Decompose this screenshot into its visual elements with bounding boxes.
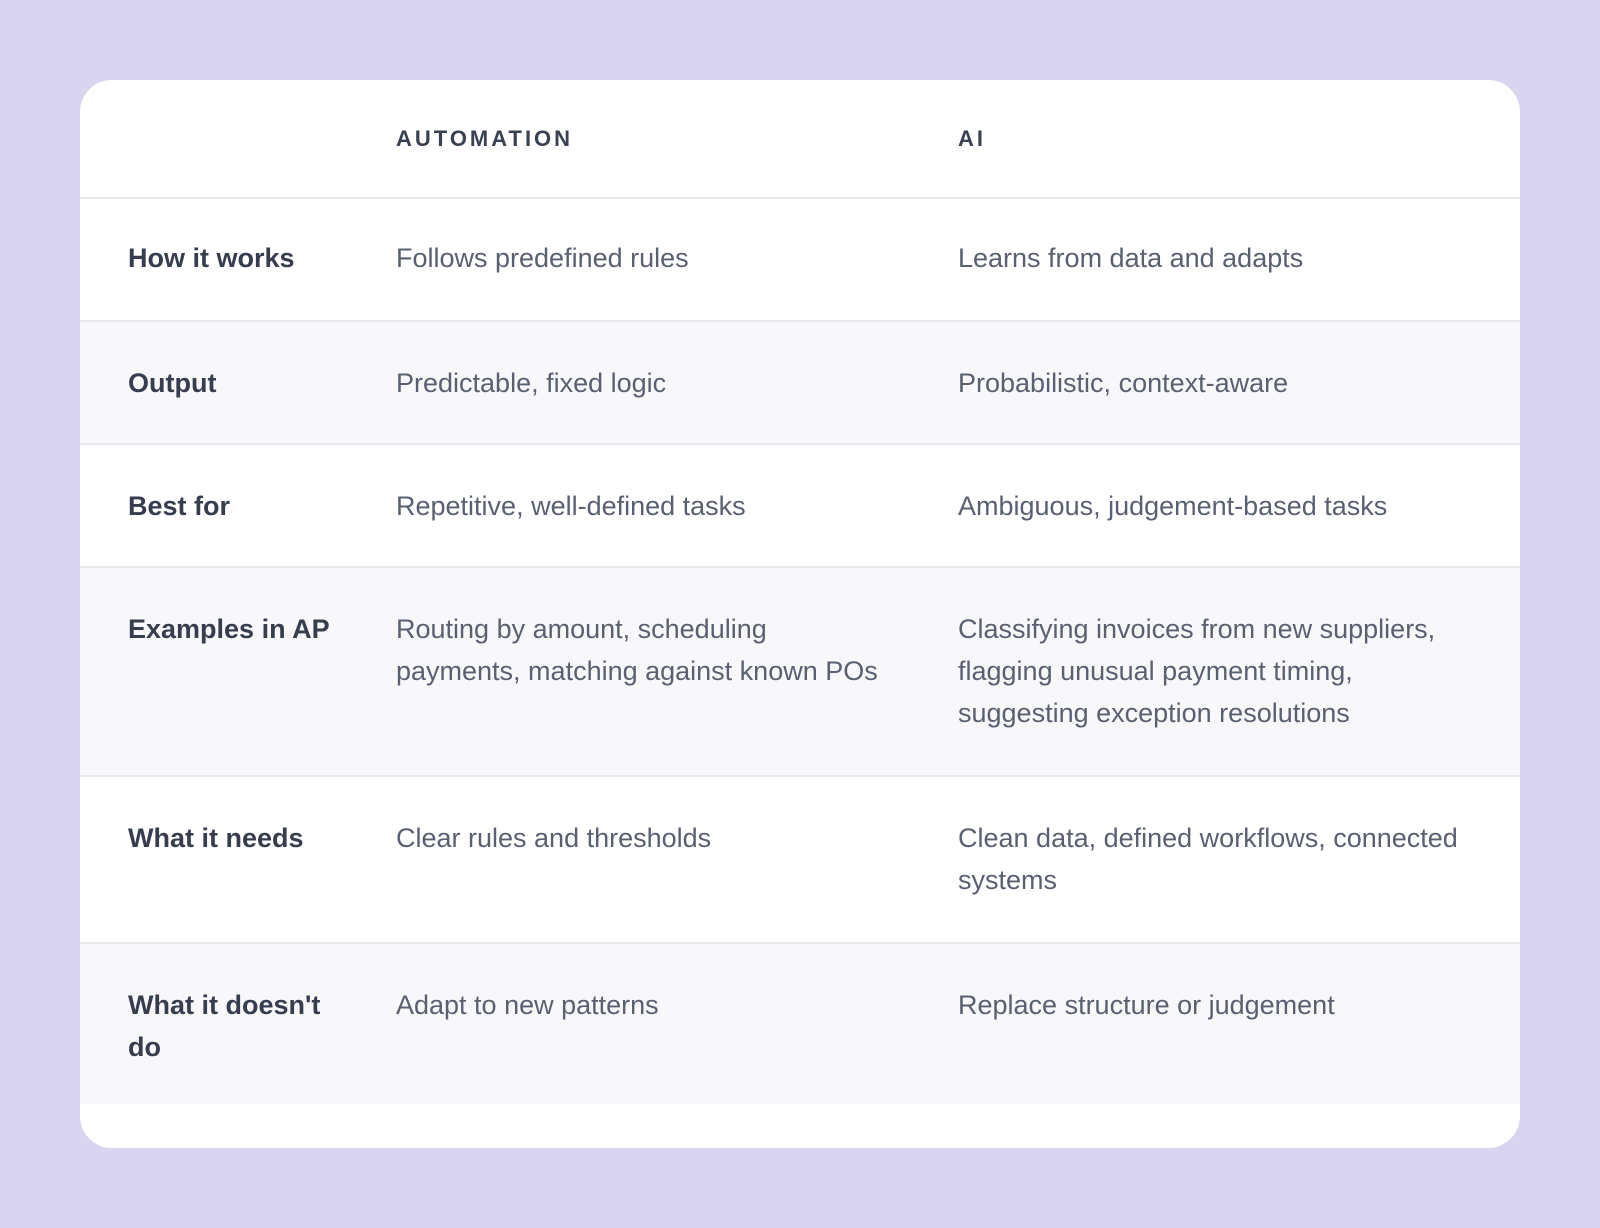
comparison-card: [80, 80, 1520, 1148]
table-row: [80, 943, 1520, 1104]
header-ai: AI: [958, 80, 1520, 198]
table-row: [80, 444, 1520, 567]
automation-cell: Repetitive, well-defined tasks: [396, 444, 958, 567]
automation-cell: Routing by amount, scheduling payments, matching against known POs: [396, 567, 958, 776]
ai-cell: Clean data, defined workflows, connected systems: [958, 776, 1520, 943]
header-automation: AUTOMATION: [396, 80, 958, 198]
row-label: What it doesn't do: [80, 943, 396, 1104]
table-row: [80, 776, 1520, 943]
automation-cell: Follows predefined rules: [396, 198, 958, 321]
ai-cell: Replace structure or judgement: [958, 943, 1520, 1104]
ai-cell: Probabilistic, context-aware: [958, 321, 1520, 444]
ai-cell: Ambiguous, judgement-based tasks: [958, 444, 1520, 567]
table-row: [80, 321, 1520, 444]
comparison-table: [80, 80, 1520, 1104]
automation-cell: Predictable, fixed logic: [396, 321, 958, 444]
row-label: Best for: [80, 444, 396, 567]
row-label: How it works: [80, 198, 396, 321]
table-header-row: [80, 80, 1520, 198]
automation-cell: Clear rules and thresholds: [396, 776, 958, 943]
ai-cell: Classifying invoices from new suppliers, flagging unusual payment timing, suggesting exception resolutions: [958, 567, 1520, 776]
row-label: Examples in AP: [80, 567, 396, 776]
table-row: [80, 198, 1520, 321]
ai-cell: Learns from data and adapts: [958, 198, 1520, 321]
header-empty-cell: [80, 80, 396, 198]
automation-cell: Adapt to new patterns: [396, 943, 958, 1104]
row-label: Output: [80, 321, 396, 444]
row-label: What it needs: [80, 776, 396, 943]
table-row: [80, 567, 1520, 776]
